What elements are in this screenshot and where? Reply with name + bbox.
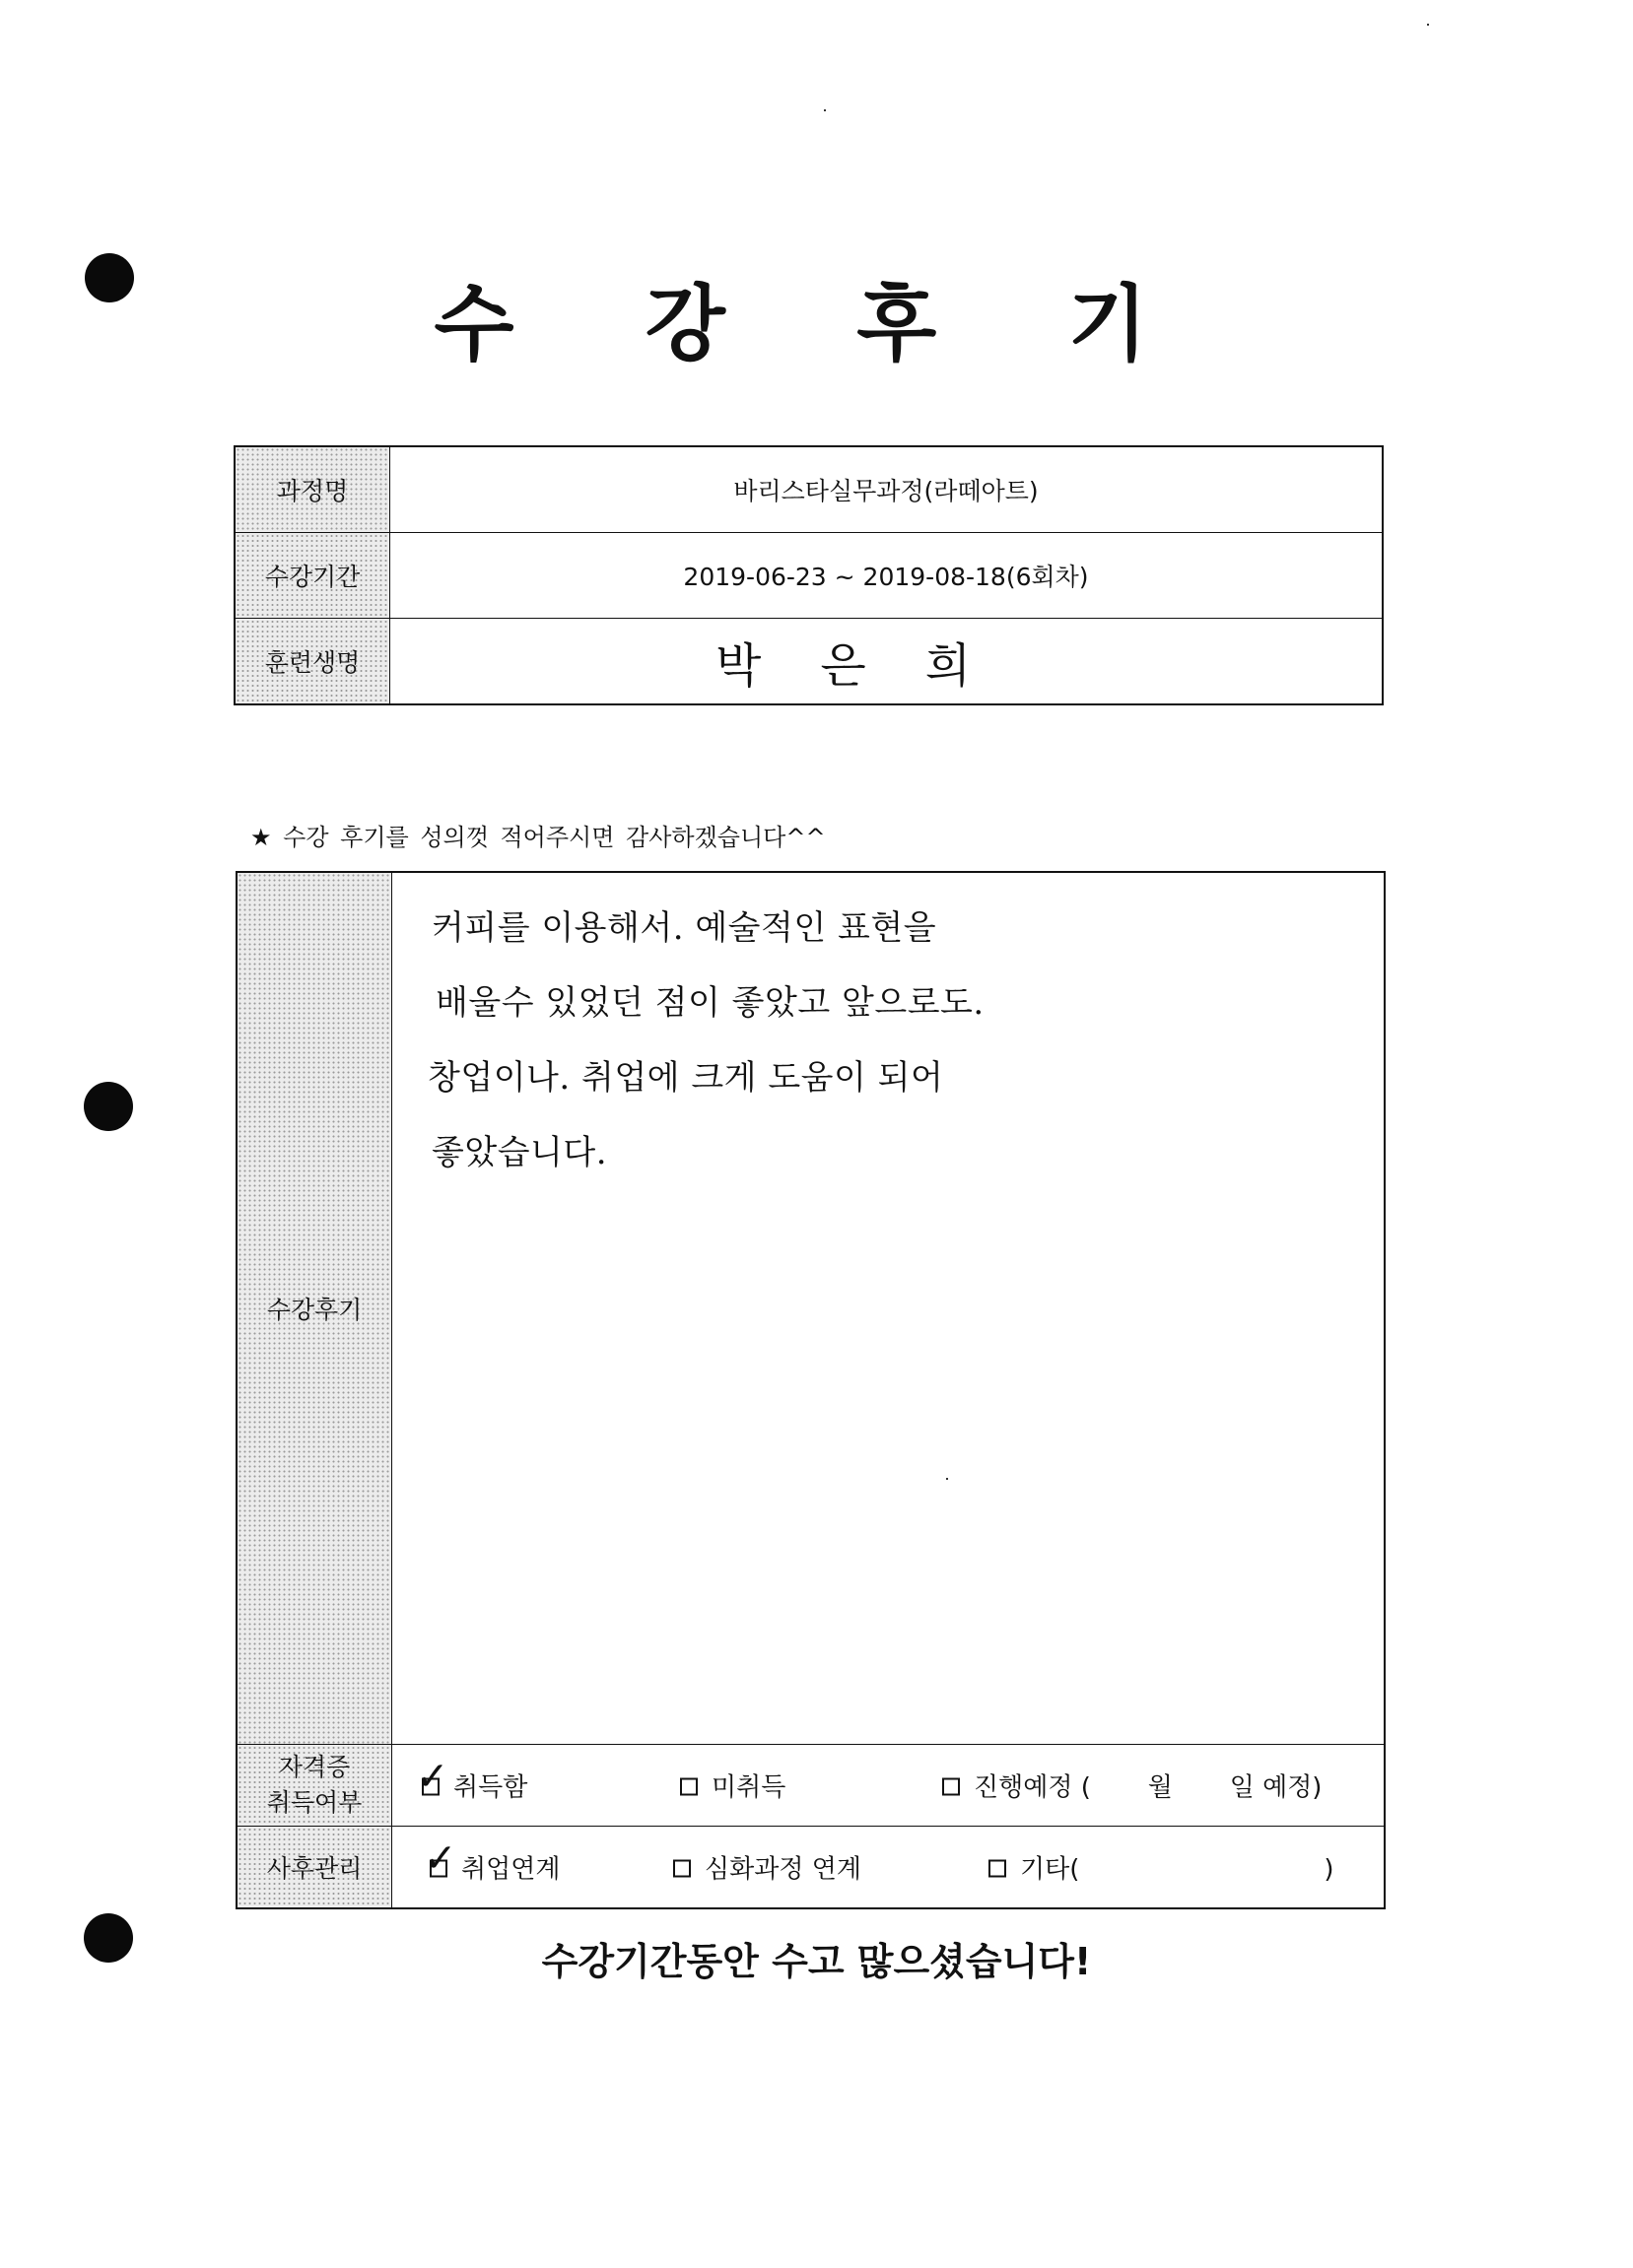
closing-message: 수강기간동안 수고 많으셨습니다! — [541, 1940, 1092, 1983]
review-handwritten-text — [392, 872, 1386, 1745]
review-row — [237, 872, 1385, 1745]
certificate-option-not-acquired[interactable] — [680, 1768, 785, 1804]
aftercare-option-employment[interactable] — [424, 1835, 561, 1886]
certificate-label-line2: 취득여부 — [266, 1788, 363, 1817]
review-line: 창업이나. 취업에 크게 도움이 되어 — [428, 1058, 944, 1098]
certificate-label — [237, 1745, 392, 1827]
option-label: 진행예정 ( 월 일 예정) — [974, 1772, 1323, 1803]
option-label: 취업연계 — [461, 1854, 561, 1885]
aftercare-option-other[interactable] — [988, 1849, 1333, 1886]
checkbox[interactable] — [988, 1859, 1006, 1877]
review-line: 좋았습니다. — [432, 1133, 608, 1172]
course-label: 과정명 — [235, 446, 390, 533]
review-line: 커피를 이용해서. 예술적인 표현을 — [432, 908, 937, 948]
instruction-note: ★ 수강 후기를 성의껏 적어주시면 감사하겠습니다^^ — [250, 824, 826, 851]
checkmark-icon: ✓ — [416, 1754, 449, 1799]
certificate-label-line1: 자격증 — [278, 1753, 351, 1781]
checkbox[interactable] — [673, 1859, 691, 1877]
aftercare-options — [392, 1827, 1386, 1909]
checkmark-icon: ✓ — [424, 1835, 457, 1881]
checkbox-checked[interactable] — [424, 1835, 457, 1881]
trainee-row — [235, 619, 1383, 705]
certificate-option-planned[interactable] — [942, 1768, 1322, 1804]
course-row — [235, 446, 1383, 533]
review-line: 배울수 있었던 점이 좋았고 앞으로도. — [436, 983, 985, 1023]
period-value: 2019-06-23 ~ 2019-08-18(6회차) — [390, 533, 1384, 619]
option-label: 취득함 — [453, 1772, 528, 1803]
option-label: 심화과정 연계 — [705, 1854, 861, 1885]
page-title: 수 강 후 기 — [434, 276, 1199, 372]
certificate-options — [392, 1745, 1386, 1827]
review-label: 수강후기 — [237, 872, 392, 1745]
course-info-table — [234, 445, 1384, 705]
period-row — [235, 533, 1383, 619]
trainee-name-text: 박은희 — [715, 637, 1031, 694]
punch-hole-middle — [84, 1082, 133, 1131]
certificate-row — [237, 1745, 1385, 1827]
period-label: 수강기간 — [235, 533, 390, 619]
aftercare-option-advanced-course[interactable] — [673, 1849, 861, 1886]
option-label: 미취득 — [712, 1772, 786, 1803]
scan-speck — [824, 109, 826, 111]
review-table — [236, 871, 1386, 1909]
trainee-name-handwritten — [390, 619, 1384, 705]
course-value: 바리스타실무과정(라떼아트) — [390, 446, 1384, 533]
checkbox-checked[interactable] — [416, 1754, 449, 1799]
certificate-option-acquired[interactable] — [416, 1754, 528, 1804]
option-label: 기타( ) — [1020, 1854, 1334, 1885]
aftercare-label: 사후관리 — [237, 1827, 392, 1909]
checkbox[interactable] — [680, 1777, 698, 1795]
checkbox[interactable] — [942, 1777, 960, 1795]
aftercare-row — [237, 1827, 1385, 1909]
scan-speck — [1427, 24, 1429, 26]
trainee-label: 훈련생명 — [235, 619, 390, 705]
